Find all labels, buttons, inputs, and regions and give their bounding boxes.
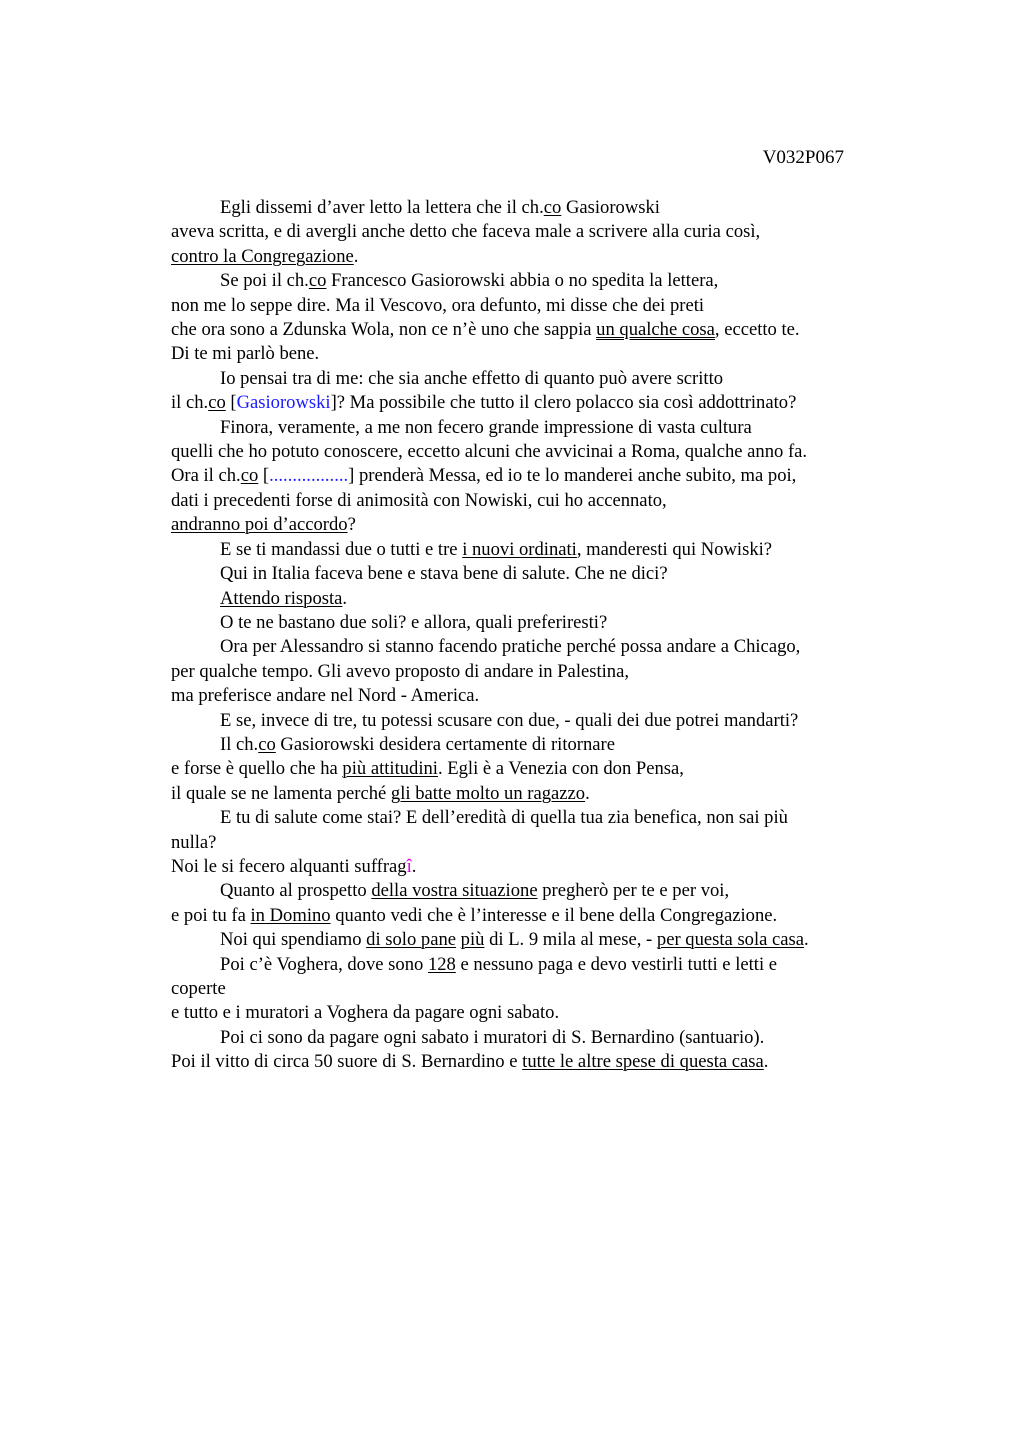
text-segment: .	[353, 245, 359, 267]
letter-body	[171, 196, 891, 1075]
underlined-text: co	[543, 197, 562, 218]
text-line	[171, 391, 891, 415]
text-segment: .	[763, 1051, 769, 1073]
text-segment: coperte	[171, 978, 226, 999]
text-segment: . Egli è a Venezia con don Pensa,	[437, 758, 684, 780]
text-segment: Qui in Italia faceva bene e stava bene di salute. Che ne dici?	[220, 563, 668, 585]
text-line	[171, 538, 891, 562]
text-line	[171, 294, 891, 318]
text-segment: Ora il ch.	[171, 465, 241, 487]
text-segment: Quanto al prospetto	[220, 880, 372, 902]
text-line	[171, 416, 891, 440]
text-line	[171, 757, 891, 781]
text-segment: Poi il vitto di circa 50 suore di S. Bernardino e	[171, 1051, 523, 1073]
text-segment: O te ne bastano due soli? e allora, quali preferiresti?	[220, 611, 608, 633]
text-line	[171, 489, 891, 513]
text-segment: ] prenderà Messa, ed io te lo manderei anche subito, ma poi,	[348, 465, 797, 487]
underlined-text: co	[240, 465, 259, 487]
text-segment: Il ch.	[220, 733, 259, 755]
text-segment: e forse è quello che ha	[171, 758, 343, 780]
text-segment: ?	[347, 514, 356, 536]
text-segment: quanto vedi che è l’interesse e il bene della Congregazione.	[330, 904, 778, 926]
text-line	[171, 611, 891, 635]
text-line	[171, 709, 891, 733]
text-segment: quelli che ho potuto conoscere, eccetto alcuni che avvicinai a Roma, qualche anno fa.	[171, 441, 808, 463]
text-segment: che ora sono a Zdunska Wola, non ce n’è uno che sappia	[171, 319, 597, 341]
text-segment: Poi ci sono da pagare ogni sabato i muratori di S. Bernardino (santuario).	[220, 1026, 765, 1048]
text-segment: .	[585, 782, 590, 804]
underlined-text: andranno poi d’accordo	[171, 514, 348, 536]
editorial-insert: Gasiorowski	[236, 392, 331, 414]
underlined-text: di solo pane	[366, 929, 457, 951]
text-segment: il quale se ne lamenta perché	[171, 782, 391, 804]
underlined-text: per questa sola casa	[656, 929, 805, 951]
text-line	[171, 440, 891, 464]
text-segment: Gasiorowski	[561, 197, 660, 218]
text-segment: il ch.	[171, 392, 209, 414]
underlined-text: più	[460, 929, 485, 951]
text-line	[171, 831, 891, 855]
underlined-text: tutte le altre spese di questa casa	[522, 1051, 764, 1073]
text-line	[171, 928, 891, 952]
text-line	[171, 1001, 891, 1025]
text-line	[171, 879, 891, 903]
text-segment: Poi c’è Voghera, dove sono	[220, 953, 428, 975]
text-segment: e poi tu fa	[171, 904, 251, 926]
text-line	[171, 855, 891, 879]
text-segment: Di te mi parlò bene.	[171, 343, 320, 365]
text-segment: ]? Ma possibile che tutto il clero polacco sia così addottrinato?	[330, 392, 797, 414]
text-segment: non me lo seppe dire. Ma il Vescovo, ora defunto, mi disse che dei preti	[171, 294, 705, 316]
text-segment: Finora, veramente, a me non fecero grande impressione di vasta cultura	[220, 416, 752, 438]
text-segment: E tu di salute come stai? E dell’eredità di quella tua zia benefica, non sai più	[220, 807, 788, 829]
text-line	[171, 953, 891, 977]
text-segment: Noi le si fecero alquanti suffrag	[171, 855, 407, 877]
underlined-text: Attendo risposta	[220, 587, 343, 609]
text-line	[171, 562, 891, 586]
text-segment: Noi qui spendiamo	[220, 929, 367, 951]
text-segment: Egli dissemi d’aver letto la lettera che il ch.	[220, 197, 544, 218]
text-line	[171, 806, 891, 830]
text-line	[171, 684, 891, 708]
text-segment: ma preferisce andare nel Nord - America.	[171, 685, 480, 707]
text-segment: E se, invece di tre, tu potessi scusare con due, - quali dei due potrei mandarti?	[220, 709, 799, 731]
underlined-text: della vostra situazione	[371, 880, 538, 902]
text-segment: pregherò per te e per voi,	[537, 880, 730, 902]
text-segment: Francesco Gasiorowski abbia o no spedita la lettera,	[326, 270, 719, 292]
underlined-text: 128	[427, 953, 456, 975]
text-line	[171, 977, 891, 1001]
text-line	[171, 733, 891, 757]
text-segment: Se poi il ch.	[220, 270, 309, 292]
text-segment: .	[411, 855, 417, 877]
underlined-text: co	[308, 270, 327, 292]
text-line	[171, 367, 891, 391]
text-segment: Gasiorowski desidera certamente di ritornare	[275, 733, 615, 755]
text-segment: Ora per Alessandro si stanno facendo pratiche perché possa andare a Chicago,	[220, 636, 801, 658]
text-segment: e nessuno paga e devo vestirli tutti e letti e	[455, 953, 778, 975]
underlined-text: in Domino	[250, 904, 331, 926]
text-line	[171, 220, 891, 244]
text-segment: [	[258, 465, 270, 487]
text-segment: , manderesti qui Nowiski?	[576, 538, 773, 560]
text-line	[171, 782, 891, 806]
text-line	[171, 635, 891, 659]
text-segment: per qualche tempo. Gli avevo proposto di andare in Palestina,	[171, 660, 629, 682]
underlined-text: co	[258, 733, 276, 755]
editorial-insert: .................	[269, 465, 349, 487]
text-segment: [	[225, 392, 237, 414]
text-line	[171, 318, 891, 342]
marked-character: î	[406, 855, 412, 877]
text-segment: .	[804, 929, 809, 951]
text-line	[171, 1050, 891, 1074]
text-segment: E se ti mandassi due o tutti e tre	[220, 538, 463, 560]
text-line	[171, 342, 891, 366]
text-line	[171, 513, 891, 537]
text-line	[171, 1026, 891, 1050]
text-line	[171, 269, 891, 293]
text-line	[171, 904, 891, 928]
text-line	[171, 587, 891, 611]
underlined-text: i nuovi ordinati	[462, 538, 577, 560]
page-identifier: V032P067	[762, 147, 844, 168]
text-line	[171, 660, 891, 684]
double-underlined-text: un qualche cosa	[596, 319, 715, 341]
underlined-text: contro la Congregazione	[171, 245, 354, 267]
text-segment: nulla?	[171, 831, 217, 853]
text-line	[171, 464, 891, 488]
text-line	[171, 245, 891, 269]
text-segment: , eccetto te.	[714, 319, 800, 341]
text-segment: e tutto e i muratori a Voghera da pagare ogni sabato.	[171, 1002, 560, 1024]
underlined-text: più attitudini	[342, 758, 438, 780]
text-segment: dati i precedenti forse di animosità con Nowiski, cui ho accennato,	[171, 489, 667, 511]
text-segment: .	[342, 587, 348, 609]
text-line	[171, 196, 891, 220]
text-segment: Io pensai tra di me: che sia anche effetto di quanto può avere scritto	[220, 367, 724, 389]
underlined-text: gli batte molto un ragazzo	[390, 782, 586, 804]
text-segment: di L. 9 mila al mese, -	[484, 929, 657, 951]
underlined-text: co	[208, 392, 226, 414]
text-segment: aveva scritta, e di avergli anche detto che faceva male a scrivere alla curia così,	[171, 221, 761, 243]
